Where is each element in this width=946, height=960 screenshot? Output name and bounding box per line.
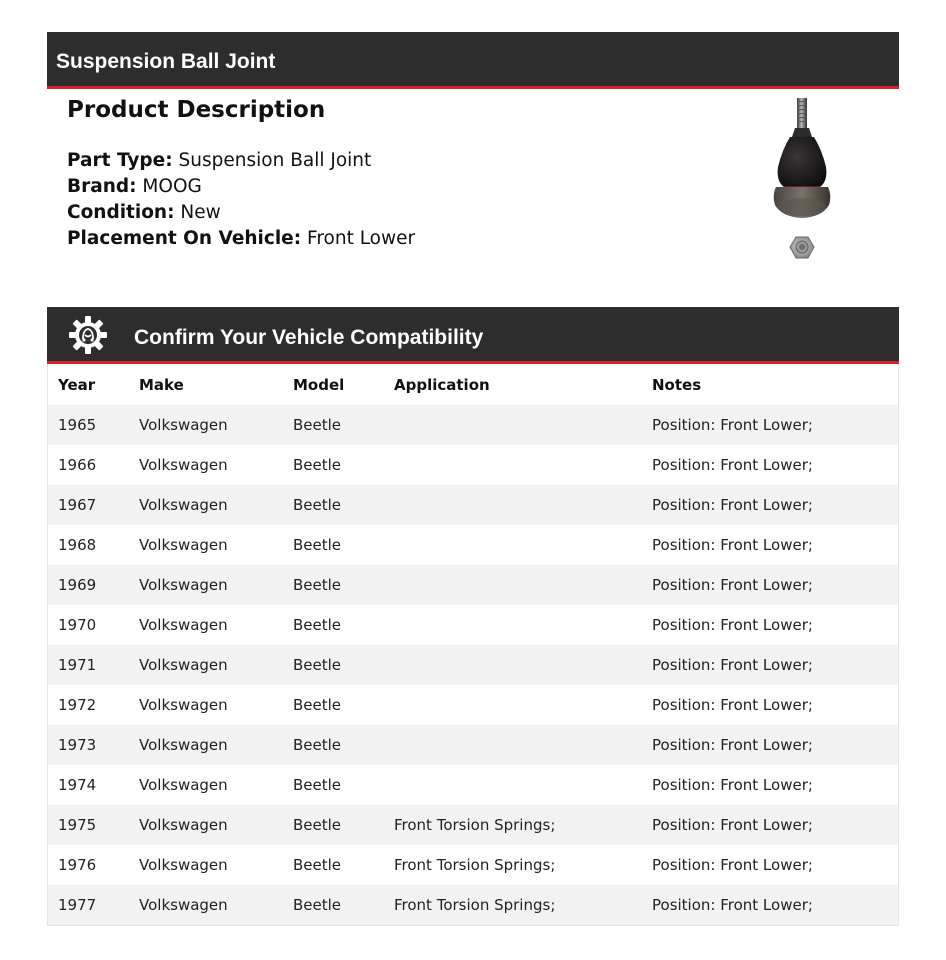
cell-year: 1969 xyxy=(58,576,97,594)
cell-make: Volkswagen xyxy=(139,536,228,554)
column-header-application: Application xyxy=(394,375,490,394)
cell-make: Volkswagen xyxy=(139,576,228,594)
table-row xyxy=(48,605,898,645)
compatibility-header-bar xyxy=(47,307,899,364)
spec-part-type xyxy=(67,148,415,174)
product-spec-list xyxy=(67,148,415,252)
cell-make: Volkswagen xyxy=(139,736,228,754)
cell-make: Volkswagen xyxy=(139,856,228,874)
cell-make: Volkswagen xyxy=(139,456,228,474)
column-header-make: Make xyxy=(139,375,184,394)
cell-make: Volkswagen xyxy=(139,616,228,634)
cell-application xyxy=(384,605,642,645)
cell-make: Volkswagen xyxy=(139,656,228,674)
cell-notes: Position: Front Lower; xyxy=(652,776,813,794)
spec-label: Brand: xyxy=(67,176,137,197)
cell-application xyxy=(384,445,642,485)
cell-application xyxy=(384,405,642,445)
cell-application xyxy=(384,645,642,685)
compatibility-title: Confirm Your Vehicle Compatibility xyxy=(134,326,484,349)
table-row xyxy=(48,565,898,605)
compatibility-table-container xyxy=(47,364,899,926)
spec-label: Part Type: xyxy=(67,150,173,171)
table-row xyxy=(48,725,898,765)
cell-model: Beetle xyxy=(293,616,342,634)
cell-application: Front Torsion Springs; xyxy=(394,816,556,834)
cell-year: 1967 xyxy=(58,496,97,514)
cell-application xyxy=(384,765,642,805)
cell-year: 1975 xyxy=(58,816,97,834)
compatibility-table xyxy=(48,364,898,925)
cell-notes: Position: Front Lower; xyxy=(652,856,813,874)
cell-notes: Position: Front Lower; xyxy=(652,896,813,914)
cell-year: 1973 xyxy=(58,736,97,754)
cell-year: 1965 xyxy=(58,416,97,434)
table-row xyxy=(48,765,898,805)
table-row xyxy=(48,845,898,885)
cell-application xyxy=(384,525,642,565)
cell-year: 1974 xyxy=(58,776,97,794)
table-row xyxy=(48,445,898,485)
spec-value: MOOG xyxy=(142,176,202,197)
cell-model: Beetle xyxy=(293,416,342,434)
column-header-model: Model xyxy=(293,375,345,394)
cell-model: Beetle xyxy=(293,536,342,554)
spec-value: Suspension Ball Joint xyxy=(178,150,372,171)
cell-model: Beetle xyxy=(293,736,342,754)
spec-label: Placement On Vehicle: xyxy=(67,228,302,249)
cell-model: Beetle xyxy=(293,776,342,794)
cell-make: Volkswagen xyxy=(139,776,228,794)
cell-make: Volkswagen xyxy=(139,896,228,914)
cell-make: Volkswagen xyxy=(139,696,228,714)
cell-model: Beetle xyxy=(293,896,342,914)
cell-notes: Position: Front Lower; xyxy=(652,696,813,714)
cell-application: Front Torsion Springs; xyxy=(394,896,556,914)
cell-notes: Position: Front Lower; xyxy=(652,736,813,754)
table-row xyxy=(48,485,898,525)
spec-placement xyxy=(67,226,415,252)
table-row xyxy=(48,885,898,925)
ball-joint-product-image xyxy=(762,95,842,270)
cell-application: Front Torsion Springs; xyxy=(394,856,556,874)
cell-notes: Position: Front Lower; xyxy=(652,496,813,514)
cell-year: 1970 xyxy=(58,616,97,634)
table-row xyxy=(48,525,898,565)
table-row xyxy=(48,685,898,725)
spec-value: Front Lower xyxy=(307,228,416,249)
cell-year: 1971 xyxy=(58,656,97,674)
spec-value: New xyxy=(180,202,221,223)
spec-brand xyxy=(67,174,415,200)
cell-model: Beetle xyxy=(293,856,342,874)
table-row xyxy=(48,645,898,685)
cell-notes: Position: Front Lower; xyxy=(652,536,813,554)
column-header-year: Year xyxy=(58,375,96,394)
cell-model: Beetle xyxy=(293,816,342,834)
cell-application xyxy=(384,685,642,725)
gear-icon xyxy=(68,315,108,355)
cell-year: 1977 xyxy=(58,896,97,914)
cell-model: Beetle xyxy=(293,496,342,514)
table-header-row xyxy=(48,364,898,405)
cell-year: 1972 xyxy=(58,696,97,714)
cell-notes: Position: Front Lower; xyxy=(652,416,813,434)
cell-year: 1968 xyxy=(58,536,97,554)
cell-model: Beetle xyxy=(293,656,342,674)
cell-application xyxy=(384,565,642,605)
cell-notes: Position: Front Lower; xyxy=(652,816,813,834)
product-title: Suspension Ball Joint xyxy=(56,50,276,73)
cell-make: Volkswagen xyxy=(139,816,228,834)
cell-application xyxy=(384,725,642,765)
cell-notes: Position: Front Lower; xyxy=(652,656,813,674)
cell-application xyxy=(384,485,642,525)
cell-model: Beetle xyxy=(293,696,342,714)
product-title-bar xyxy=(47,32,899,89)
cell-make: Volkswagen xyxy=(139,496,228,514)
cell-notes: Position: Front Lower; xyxy=(652,616,813,634)
cell-notes: Position: Front Lower; xyxy=(652,576,813,594)
cell-year: 1976 xyxy=(58,856,97,874)
table-row xyxy=(48,805,898,845)
cell-make: Volkswagen xyxy=(139,416,228,434)
cell-model: Beetle xyxy=(293,456,342,474)
cell-notes: Position: Front Lower; xyxy=(652,456,813,474)
spec-label: Condition: xyxy=(67,202,175,223)
spec-condition xyxy=(67,200,415,226)
table-row xyxy=(48,405,898,445)
cell-model: Beetle xyxy=(293,576,342,594)
column-header-notes: Notes xyxy=(652,375,702,394)
product-description-heading: Product Description xyxy=(67,97,326,123)
cell-year: 1966 xyxy=(58,456,97,474)
